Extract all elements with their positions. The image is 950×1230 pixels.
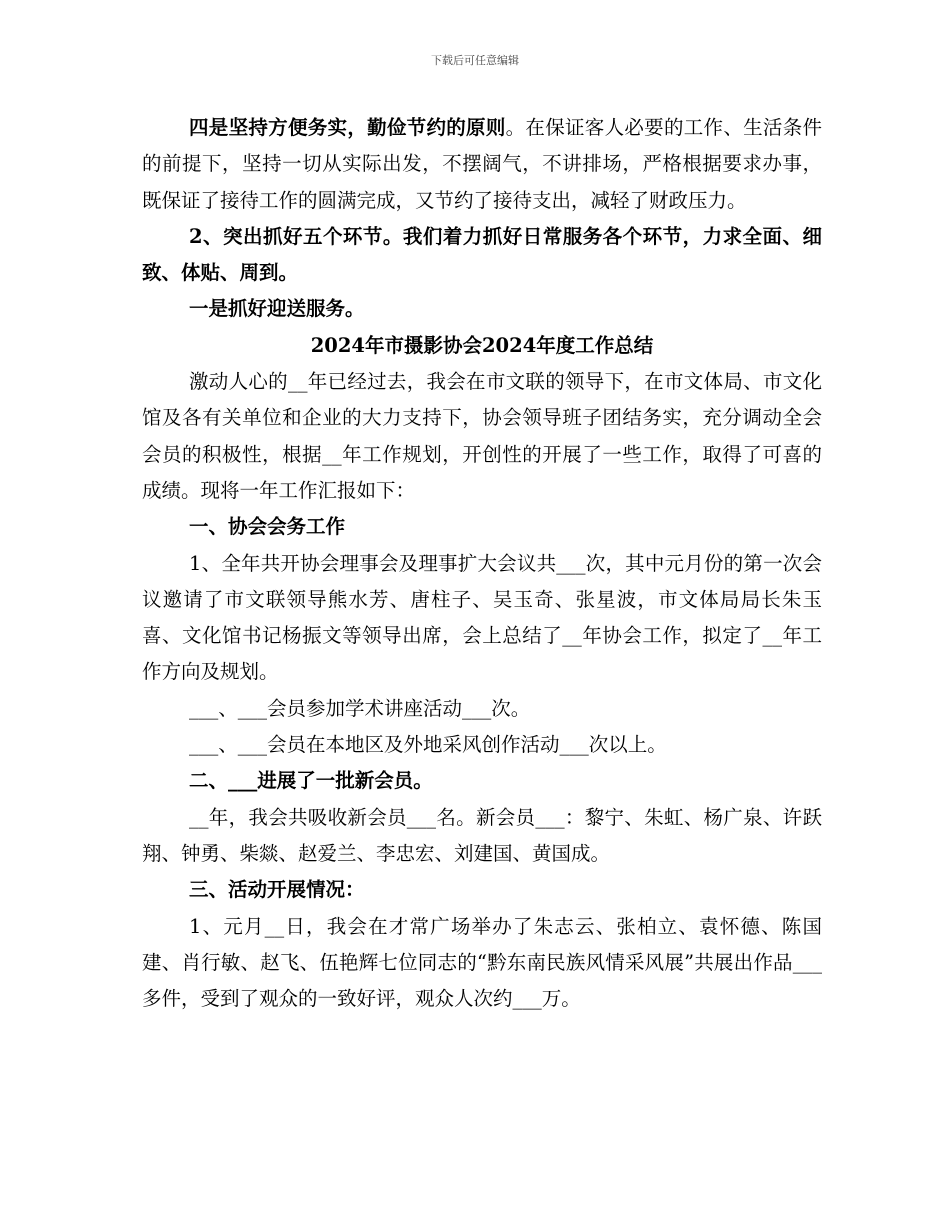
paragraph-new-members (142, 800, 822, 873)
paragraph-text: ___、___会员在本地区及外地采风创作活动___次以上。 (189, 733, 667, 757)
paragraph-lead: 2、突出抓好五个环节。我们着力抓好日常服务各个环节，力求全面、细致、体贴、周到。 (142, 224, 822, 285)
paragraph-text: 激动人心的__年已经过去，我会在市文联的领导下，在市文体局、市文化馆及各有关单位和企业的大力支持下，协会领导班子团结务实，充分调动全会会员的积极性，根据__年工作规划，开创性的开展了一些工作，取得了可喜的成绩。现将一年工作汇报如下： (142, 370, 822, 502)
paragraph-lead: 二、___进展了一批新会员。 (189, 769, 433, 793)
paragraph-field-trips (142, 727, 822, 763)
paragraph-text: 1、元月__日，我会在才常广场举办了朱志云、张柏立、袁怀德、陈国建、肖行敏、赵飞、伍艳辉七位同志的“黔东南民族风情采风展”共展出作品___多件，受到了观众的一致好评，观众人次约___万。 (142, 914, 822, 1011)
page-header: 下载后可任意编辑 (431, 54, 519, 67)
heading-section-two (142, 763, 822, 799)
paragraph-lead: 四是坚持方便务实，勤俭节约的原则 (189, 116, 506, 139)
paragraph-intro (142, 364, 822, 509)
paragraph-lead: 一、协会会务工作 (189, 515, 346, 539)
paragraph-meetings (142, 546, 822, 691)
paragraph-text: __年，我会共吸收新会员___名。新会员___：黎宁、朱虹、杨广泉、许跃翔、钟勇、柴燚、赵爱兰、李忠宏、刘建国、黄国成。 (142, 805, 822, 865)
document-title: 2024年市摄影协会2024年度工作总结 (310, 333, 654, 357)
paragraph-exhibition (142, 909, 822, 1018)
paragraph-five-links (142, 219, 822, 292)
paragraph-text: ___、___会员参加学术讲座活动___次。 (189, 696, 531, 720)
paragraph-text: 。在保证客人必要的工作、生活条件的前提下，坚持一切从实际出发，不摆阔气，不讲排场，严格根据要求办事，既保证了接待工作的圆满完成，又节约了接待支出，减轻了财政压力。 (142, 116, 822, 212)
heading-section-three (142, 872, 822, 908)
paragraph-lead: 一是抓好迎送服务。 (189, 297, 365, 321)
document-body (142, 110, 822, 1017)
paragraph-welcome-service (142, 291, 822, 327)
paragraph-principle-four (142, 110, 822, 219)
paragraph-text: 1、全年共开协会理事会及理事扩大会议共___次，其中元月份的第一次会议邀请了市文联领导熊水芳、唐柱子、吴玉奇、张星波，市文体局局长朱玉喜、文化馆书记杨振文等领导出席，会上总结了__年协会工作，拟定了__年工作方向及规划。 (142, 551, 822, 684)
heading-section-one (142, 509, 822, 545)
paragraph-lead: 三、活动开展情况： (189, 878, 365, 902)
paragraph-lectures (142, 691, 822, 727)
